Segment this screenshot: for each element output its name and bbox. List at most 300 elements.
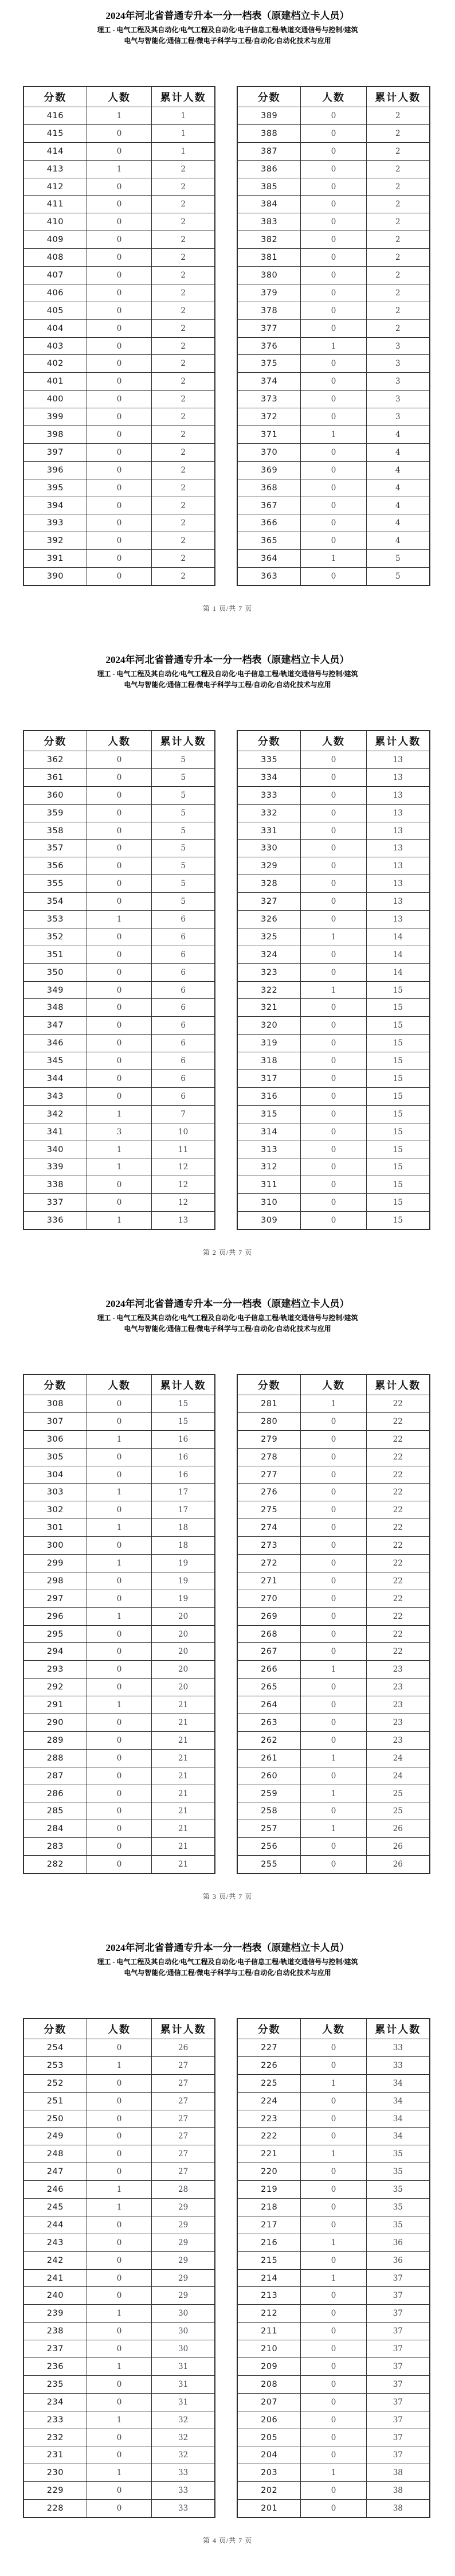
table-row <box>237 2446 430 2464</box>
score-cell: 349 <box>23 981 87 999</box>
count-cell: 0 <box>301 822 366 840</box>
score-cell: 296 <box>23 1607 87 1625</box>
table-row <box>237 2074 430 2092</box>
count-cell: 3 <box>87 1123 152 1141</box>
count-cell: 0 <box>87 1017 152 1035</box>
cumulative-cell: 4 <box>366 426 430 444</box>
subtitle-line-1: 理工 - 电气工程及其自动化/电气工程及自动化/电子信息工程/轨道交通信号与控制/建筑 <box>97 1314 358 1322</box>
cumulative-cell: 7 <box>152 1105 215 1123</box>
cumulative-cell: 6 <box>152 946 215 963</box>
score-cell: 237 <box>23 2340 87 2358</box>
cumulative-cell: 23 <box>366 1731 430 1749</box>
count-cell: 0 <box>301 804 366 822</box>
table-row <box>23 2074 215 2092</box>
table-row <box>237 2092 430 2110</box>
cumulative-cell: 35 <box>366 2145 430 2163</box>
count-cell: 0 <box>301 196 366 213</box>
score-cell: 403 <box>23 337 87 355</box>
cumulative-cell: 22 <box>366 1519 430 1537</box>
score-cell: 258 <box>237 1802 301 1820</box>
score-cell: 329 <box>237 857 301 875</box>
score-cell: 345 <box>23 1052 87 1070</box>
table-row <box>23 178 215 196</box>
count-cell: 0 <box>301 2305 366 2323</box>
score-cell: 249 <box>23 2128 87 2145</box>
count-cell: 0 <box>301 461 366 479</box>
cumulative-cell: 33 <box>152 2500 215 2518</box>
score-cell: 287 <box>23 1767 87 1785</box>
table-row <box>23 2216 215 2234</box>
count-cell: 0 <box>87 999 152 1017</box>
cumulative-cell: 20 <box>152 1607 215 1625</box>
count-cell: 0 <box>301 124 366 142</box>
cumulative-cell: 34 <box>366 2074 430 2092</box>
cumulative-cell: 5 <box>366 550 430 568</box>
cumulative-cell: 2 <box>152 497 215 514</box>
cumulative-cell: 19 <box>152 1555 215 1572</box>
page-footer: 第 2 页/共 7 页 <box>202 1248 253 1256</box>
cumulative-cell: 21 <box>152 1731 215 1749</box>
count-cell: 0 <box>87 479 152 497</box>
score-cell: 270 <box>237 1590 301 1607</box>
cumulative-cell: 35 <box>366 2199 430 2216</box>
table-row <box>237 1555 430 1572</box>
cumulative-cell: 21 <box>152 1696 215 1714</box>
cumulative-cell: 22 <box>366 1625 430 1643</box>
column-header: 分数 <box>23 731 87 751</box>
cumulative-cell: 2 <box>152 426 215 444</box>
count-cell: 0 <box>87 1448 152 1466</box>
cumulative-cell: 29 <box>152 2251 215 2269</box>
count-cell: 1 <box>301 1820 366 1838</box>
count-cell: 1 <box>301 2464 366 2482</box>
cumulative-cell: 6 <box>152 911 215 928</box>
score-cell: 383 <box>237 213 301 231</box>
count-cell: 0 <box>301 1643 366 1661</box>
cumulative-cell: 24 <box>366 1767 430 1785</box>
count-cell: 0 <box>301 497 366 514</box>
count-cell: 0 <box>301 1572 366 1590</box>
cumulative-cell: 15 <box>366 1141 430 1158</box>
score-cell: 277 <box>237 1466 301 1484</box>
count-cell: 0 <box>301 1141 366 1158</box>
score-cell: 333 <box>237 786 301 804</box>
cumulative-cell: 15 <box>366 1212 430 1230</box>
cumulative-cell: 2 <box>152 461 215 479</box>
table-row <box>23 1802 215 1820</box>
table-row <box>237 1017 430 1035</box>
cumulative-cell: 22 <box>366 1466 430 1484</box>
table-row <box>23 337 215 355</box>
count-cell: 1 <box>301 981 366 999</box>
cumulative-cell: 36 <box>366 2234 430 2251</box>
score-cell: 225 <box>237 2074 301 2092</box>
score-cell: 293 <box>23 1661 87 1679</box>
cumulative-cell: 29 <box>152 2269 215 2287</box>
count-cell: 0 <box>301 2393 366 2411</box>
count-cell: 0 <box>87 2482 152 2500</box>
score-cell: 367 <box>237 497 301 514</box>
count-cell: 0 <box>87 408 152 426</box>
table-row <box>23 999 215 1017</box>
count-cell: 1 <box>87 1158 152 1176</box>
table-row <box>237 267 430 284</box>
cumulative-cell: 4 <box>366 497 430 514</box>
count-cell: 1 <box>301 2234 366 2251</box>
score-cell: 275 <box>237 1501 301 1519</box>
score-cell: 238 <box>23 2323 87 2340</box>
table-header-row <box>237 1375 430 1395</box>
score-cell: 272 <box>237 1555 301 1572</box>
count-cell: 0 <box>87 2393 152 2411</box>
score-cell: 226 <box>237 2056 301 2074</box>
table-row <box>23 1607 215 1625</box>
count-cell: 1 <box>87 2464 152 2482</box>
score-cell: 264 <box>237 1696 301 1714</box>
page-title: 2024年河北省普通专升本一分一档表（原建档立卡人员） <box>105 654 350 665</box>
cumulative-cell: 2 <box>366 213 430 231</box>
score-cell: 358 <box>23 822 87 840</box>
count-cell: 1 <box>301 426 366 444</box>
score-cell: 412 <box>23 178 87 196</box>
count-cell: 0 <box>87 1731 152 1749</box>
count-cell: 0 <box>301 1501 366 1519</box>
table-row <box>237 1484 430 1501</box>
score-cell: 409 <box>23 231 87 249</box>
table-row <box>237 768 430 786</box>
score-cell: 229 <box>23 2482 87 2500</box>
table-row <box>237 1696 430 1714</box>
table-row <box>23 1087 215 1105</box>
table-row <box>237 1731 430 1749</box>
cumulative-cell: 2 <box>366 267 430 284</box>
table-row <box>23 142 215 160</box>
count-cell: 0 <box>87 768 152 786</box>
score-table-left <box>23 1374 215 1874</box>
score-cell: 394 <box>23 497 87 514</box>
count-cell: 0 <box>87 2074 152 2092</box>
cumulative-cell: 35 <box>366 2163 430 2181</box>
table-row <box>237 249 430 267</box>
count-cell: 0 <box>301 1537 366 1555</box>
table-row <box>23 2145 215 2163</box>
count-cell: 0 <box>301 178 366 196</box>
cumulative-cell: 28 <box>152 2181 215 2199</box>
count-cell: 0 <box>301 2056 366 2074</box>
table-row <box>23 497 215 514</box>
score-cell: 361 <box>23 768 87 786</box>
cumulative-cell: 2 <box>152 479 215 497</box>
table-row <box>237 1714 430 1732</box>
cumulative-cell: 3 <box>366 373 430 391</box>
cumulative-cell: 5 <box>152 875 215 893</box>
score-cell: 212 <box>237 2305 301 2323</box>
score-cell: 290 <box>23 1714 87 1732</box>
count-cell: 0 <box>87 2375 152 2393</box>
score-cell: 221 <box>237 2145 301 2163</box>
column-header: 累计人数 <box>152 731 215 751</box>
score-cell: 352 <box>23 928 87 946</box>
column-header: 累计人数 <box>152 87 215 107</box>
table-row <box>237 107 430 125</box>
table-row <box>237 1070 430 1088</box>
score-cell: 299 <box>23 1555 87 1572</box>
count-cell: 0 <box>301 2323 366 2340</box>
document-page-3 <box>0 1288 455 1932</box>
table-row <box>23 840 215 857</box>
count-cell: 0 <box>301 2500 366 2518</box>
table-header-row <box>237 2019 430 2039</box>
table-row <box>237 911 430 928</box>
cumulative-cell: 31 <box>152 2358 215 2376</box>
cumulative-cell: 30 <box>152 2305 215 2323</box>
cumulative-cell: 5 <box>152 822 215 840</box>
count-cell: 0 <box>301 786 366 804</box>
table-row <box>23 1412 215 1430</box>
count-cell: 0 <box>87 249 152 267</box>
score-cell: 300 <box>23 1537 87 1555</box>
score-cell: 203 <box>237 2464 301 2482</box>
count-cell: 0 <box>301 1696 366 1714</box>
table-row <box>237 2393 430 2411</box>
score-cell: 388 <box>237 124 301 142</box>
score-cell: 402 <box>23 355 87 373</box>
table-row <box>23 1643 215 1661</box>
table-row <box>23 946 215 963</box>
cumulative-cell: 15 <box>366 1194 430 1212</box>
cumulative-cell: 6 <box>152 1035 215 1052</box>
table-row <box>23 1501 215 1519</box>
count-cell: 0 <box>87 568 152 586</box>
cumulative-cell: 2 <box>152 319 215 337</box>
count-cell: 0 <box>301 2039 366 2057</box>
table-row <box>23 2411 215 2429</box>
score-cell: 285 <box>23 1802 87 1820</box>
table-row <box>237 1430 430 1448</box>
table-row <box>237 875 430 893</box>
cumulative-cell: 31 <box>152 2393 215 2411</box>
table-row <box>23 461 215 479</box>
table-row <box>237 1537 430 1555</box>
cumulative-cell: 22 <box>366 1484 430 1501</box>
table-row <box>237 1035 430 1052</box>
table-row <box>237 2234 430 2251</box>
count-cell: 0 <box>87 2323 152 2340</box>
score-cell: 302 <box>23 1501 87 1519</box>
count-cell: 0 <box>301 1607 366 1625</box>
cumulative-cell: 38 <box>366 2500 430 2518</box>
count-cell: 0 <box>87 426 152 444</box>
table-header-row <box>23 87 215 107</box>
column-header: 人数 <box>87 1375 152 1395</box>
score-cell: 231 <box>23 2446 87 2464</box>
count-cell: 1 <box>87 2358 152 2376</box>
count-cell: 0 <box>301 2216 366 2234</box>
count-cell: 0 <box>87 1537 152 1555</box>
table-row <box>237 2163 430 2181</box>
score-cell: 305 <box>23 1448 87 1466</box>
table-row <box>237 196 430 213</box>
table-row <box>23 1625 215 1643</box>
subtitle-line-1: 理工 - 电气工程及其自动化/电气工程及自动化/电子信息工程/轨道交通信号与控制/建筑 <box>97 670 358 678</box>
table-row <box>237 284 430 302</box>
count-cell: 0 <box>87 267 152 284</box>
count-cell: 0 <box>87 1070 152 1088</box>
score-cell: 326 <box>237 911 301 928</box>
cumulative-cell: 6 <box>152 963 215 981</box>
table-row <box>237 840 430 857</box>
cumulative-cell: 2 <box>366 107 430 125</box>
score-cell: 331 <box>237 822 301 840</box>
score-cell: 307 <box>23 1412 87 1430</box>
score-cell: 341 <box>23 1123 87 1141</box>
cumulative-cell: 37 <box>366 2323 430 2340</box>
cumulative-cell: 26 <box>366 1820 430 1838</box>
score-cell: 359 <box>23 804 87 822</box>
count-cell: 0 <box>301 1466 366 1484</box>
table-row <box>23 550 215 568</box>
score-cell: 236 <box>23 2358 87 2376</box>
cumulative-cell: 23 <box>366 1661 430 1679</box>
cumulative-cell: 2 <box>152 408 215 426</box>
page-subtitle <box>0 25 455 46</box>
score-cell: 385 <box>237 178 301 196</box>
table-row <box>23 1194 215 1212</box>
count-cell: 0 <box>87 1087 152 1105</box>
count-cell: 0 <box>301 267 366 284</box>
cumulative-cell: 2 <box>152 267 215 284</box>
table-row <box>23 2375 215 2393</box>
column-header: 分数 <box>23 2019 87 2039</box>
cumulative-cell: 26 <box>366 1838 430 1856</box>
cumulative-cell: 2 <box>366 178 430 196</box>
table-row <box>23 1519 215 1537</box>
count-cell: 0 <box>87 337 152 355</box>
cumulative-cell: 13 <box>366 768 430 786</box>
count-cell: 0 <box>301 1035 366 1052</box>
count-cell: 0 <box>87 532 152 550</box>
table-row <box>237 2145 430 2163</box>
column-header: 分数 <box>237 2019 301 2039</box>
table-row <box>23 2056 215 2074</box>
table-row <box>23 213 215 231</box>
cumulative-cell: 15 <box>366 1087 430 1105</box>
cumulative-cell: 6 <box>152 1017 215 1035</box>
cumulative-cell: 2 <box>152 391 215 408</box>
table-row <box>23 1395 215 1413</box>
score-cell: 369 <box>237 461 301 479</box>
score-cell: 269 <box>237 1607 301 1625</box>
count-cell: 0 <box>87 2128 152 2145</box>
count-cell: 0 <box>301 2482 366 2500</box>
score-cell: 268 <box>237 1625 301 1643</box>
score-cell: 413 <box>23 160 87 178</box>
score-cell: 408 <box>23 249 87 267</box>
table-row <box>237 426 430 444</box>
count-cell: 0 <box>301 2163 366 2181</box>
table-row <box>23 1590 215 1607</box>
table-row <box>23 893 215 911</box>
cumulative-cell: 2 <box>366 160 430 178</box>
cumulative-cell: 26 <box>152 2039 215 2057</box>
cumulative-cell: 32 <box>152 2411 215 2429</box>
count-cell: 0 <box>87 391 152 408</box>
score-cell: 381 <box>237 249 301 267</box>
count-cell: 0 <box>301 1212 366 1230</box>
cumulative-cell: 22 <box>366 1537 430 1555</box>
score-cell: 206 <box>237 2411 301 2429</box>
table-row <box>237 1802 430 1820</box>
score-cell: 213 <box>237 2287 301 2305</box>
score-cell: 247 <box>23 2163 87 2181</box>
cumulative-cell: 12 <box>152 1158 215 1176</box>
cumulative-cell: 37 <box>366 2411 430 2429</box>
table-row <box>23 911 215 928</box>
cumulative-cell: 37 <box>366 2340 430 2358</box>
table-row <box>23 514 215 532</box>
count-cell: 0 <box>301 840 366 857</box>
table-row <box>23 1572 215 1590</box>
cumulative-cell: 2 <box>366 319 430 337</box>
cumulative-cell: 2 <box>152 373 215 391</box>
cumulative-cell: 19 <box>152 1590 215 1607</box>
cumulative-cell: 27 <box>152 2128 215 2145</box>
table-row <box>23 2446 215 2464</box>
score-cell: 346 <box>23 1035 87 1052</box>
score-cell: 335 <box>237 751 301 769</box>
count-cell: 0 <box>87 1785 152 1802</box>
count-cell: 0 <box>301 2375 366 2393</box>
table-row <box>23 284 215 302</box>
score-cell: 262 <box>237 1731 301 1749</box>
table-row <box>237 2128 430 2145</box>
cumulative-cell: 3 <box>366 391 430 408</box>
table-row <box>23 857 215 875</box>
table-row <box>23 1661 215 1679</box>
table-row <box>237 355 430 373</box>
table-row <box>23 443 215 461</box>
count-cell: 0 <box>87 893 152 911</box>
table-row <box>23 2234 215 2251</box>
cumulative-cell: 16 <box>152 1466 215 1484</box>
cumulative-cell: 21 <box>152 1767 215 1785</box>
score-cell: 343 <box>23 1087 87 1105</box>
page-subtitle <box>0 1957 455 1978</box>
cumulative-cell: 6 <box>152 999 215 1017</box>
count-cell: 0 <box>301 2429 366 2446</box>
score-cell: 261 <box>237 1749 301 1767</box>
table-row <box>237 1661 430 1679</box>
count-cell: 0 <box>301 1731 366 1749</box>
table-row <box>23 2393 215 2411</box>
table-row <box>237 1412 430 1430</box>
cumulative-cell: 6 <box>152 981 215 999</box>
score-table-right <box>237 86 430 586</box>
score-cell: 217 <box>237 2216 301 2234</box>
table-row <box>23 1070 215 1088</box>
cumulative-cell: 21 <box>152 1856 215 1874</box>
count-cell: 0 <box>87 231 152 249</box>
count-cell: 0 <box>301 1555 366 1572</box>
score-cell: 344 <box>23 1070 87 1088</box>
cumulative-cell: 24 <box>366 1749 430 1767</box>
score-cell: 375 <box>237 355 301 373</box>
cumulative-cell: 23 <box>366 1714 430 1732</box>
count-cell: 0 <box>301 142 366 160</box>
count-cell: 0 <box>87 2092 152 2110</box>
score-cell: 311 <box>237 1176 301 1194</box>
count-cell: 0 <box>87 1625 152 1643</box>
